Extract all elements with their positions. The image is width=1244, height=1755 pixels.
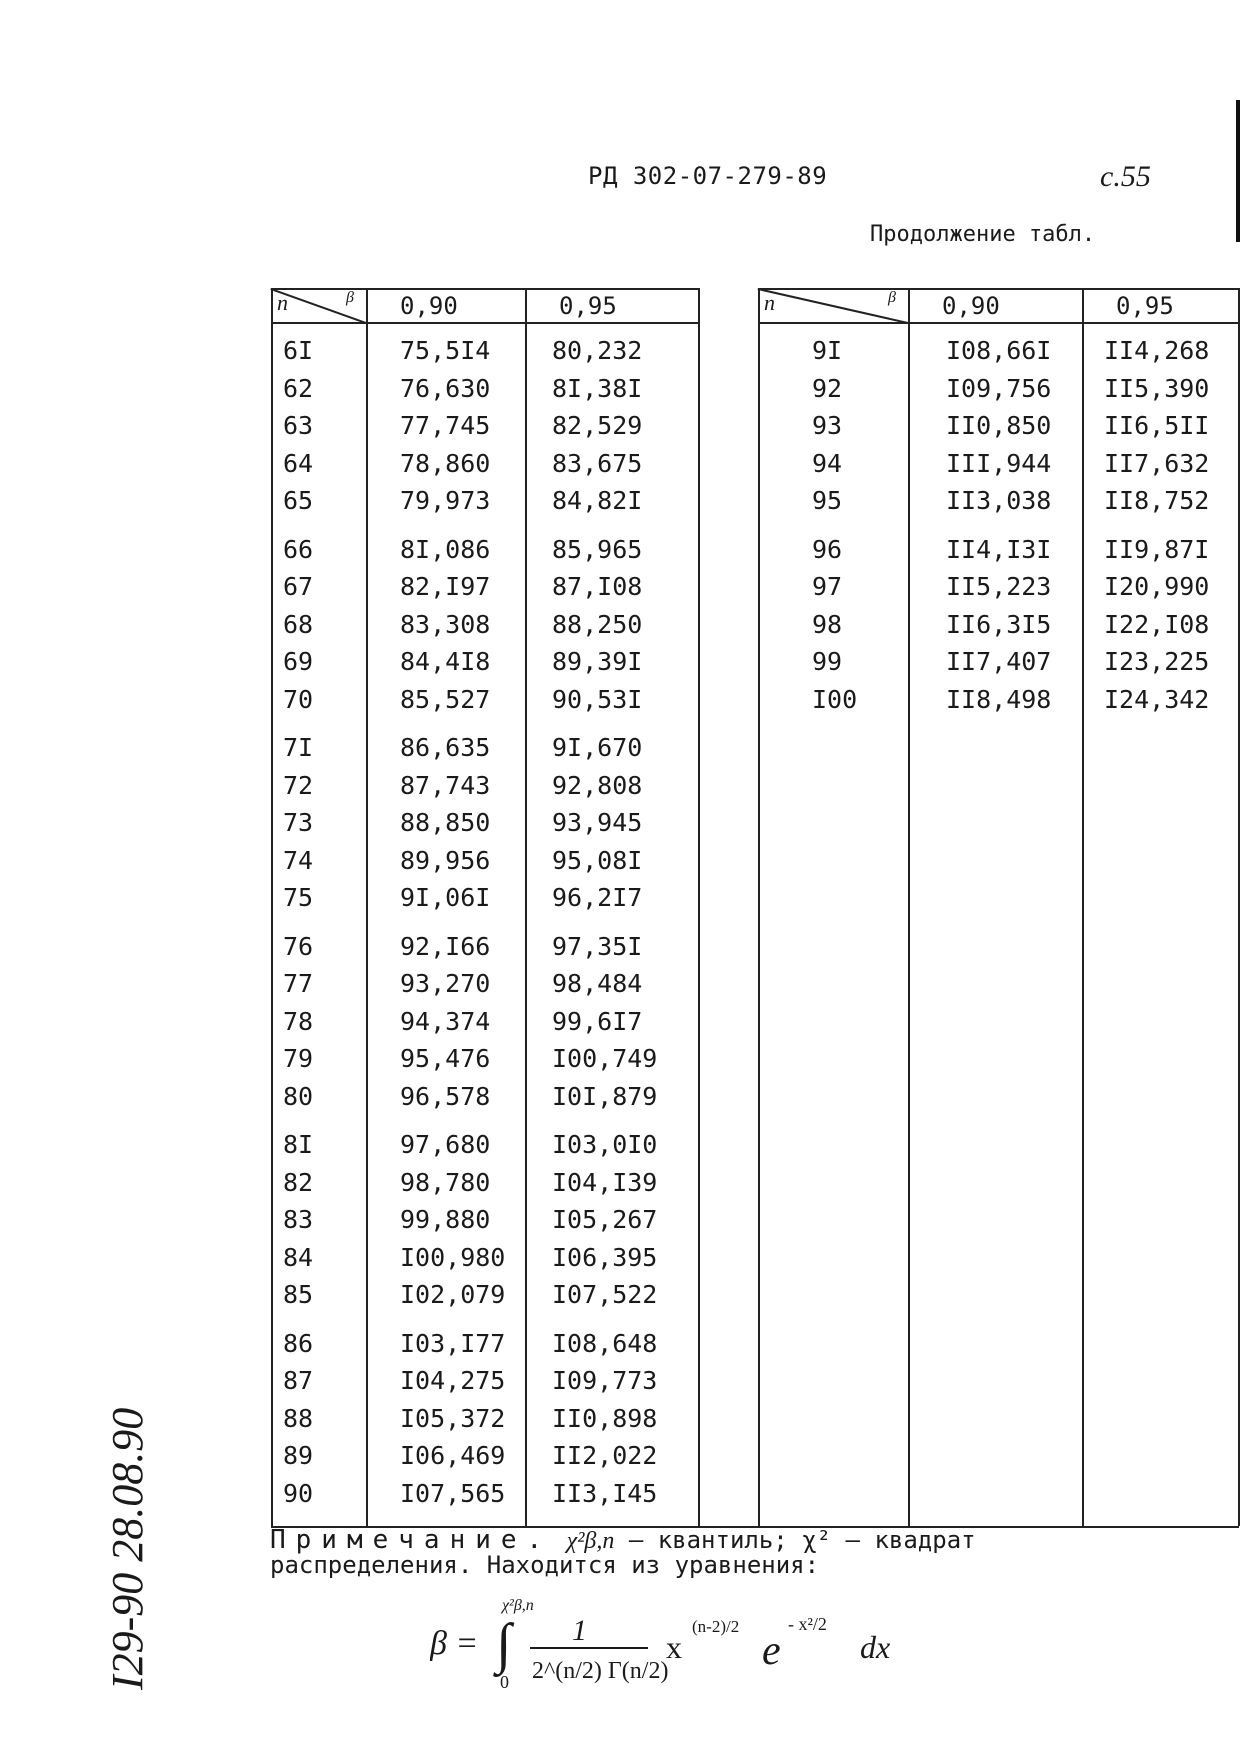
right-table-row-val-090: I09,756 [946, 373, 1052, 403]
left-table-row-val-095: I0I,879 [552, 1081, 658, 1111]
left-table-row-val-090: I06,469 [400, 1441, 506, 1470]
page-number: с.55 [1100, 160, 1151, 193]
right-table-row-val-090: II4,I3I [946, 534, 1052, 564]
right-table-row-val-095: II9,87I [1104, 534, 1210, 564]
left-table-row-val-095: 98,484 [552, 969, 643, 998]
left-table-row-val-090: 76,630 [400, 373, 491, 403]
right-table-left-rule [758, 288, 760, 1526]
left-table-row-n: 84 [283, 1242, 314, 1272]
left-table-row-val-095: I07,522 [552, 1280, 658, 1309]
left-table-row-n: 73 [283, 808, 314, 837]
left-table-row-val-095: 8I,38I [552, 373, 643, 403]
left-table-row-val-095: I04,I39 [552, 1167, 658, 1197]
left-table-row-val-090: 79,973 [400, 486, 491, 515]
exp-exponent: - x²/2 [788, 1614, 827, 1634]
left-table-row-val-090: 78,860 [400, 448, 491, 478]
left-table-row-val-090: I03,I77 [400, 1328, 506, 1358]
left-table-head-rule [271, 322, 698, 324]
left-table-row-n: 88 [283, 1403, 314, 1433]
note-symbol: χ²β,n [566, 1528, 615, 1554]
right-table-row-n: 98 [812, 609, 843, 639]
left-table-top-rule [271, 288, 698, 290]
left-table-row-val-090: 85,527 [400, 684, 491, 714]
margin-annotation-text: I29-90 28.08.90 [103, 1407, 152, 1690]
left-table-row-val-095: I05,267 [552, 1205, 658, 1234]
note-line2: распределения. Находится из уравнения: [270, 1551, 820, 1579]
right-table-col1-rule [908, 288, 910, 1526]
left-table-row-n: 70 [283, 684, 314, 714]
right-table-row-n: 95 [812, 486, 843, 515]
right-table-corner-n: n [764, 290, 775, 315]
left-table-row-n: 76 [283, 931, 314, 961]
left-table-row-val-095: 93,945 [552, 808, 643, 837]
left-table-row-val-090: 92,I66 [400, 931, 491, 961]
left-table-row-n: 90 [283, 1478, 314, 1508]
left-table-row-val-090: 77,745 [400, 411, 491, 440]
left-table-row-n: 65 [283, 486, 314, 515]
left-table-row-val-095: 97,35I [552, 931, 643, 961]
left-table-header-0-90: 0,90 [400, 292, 458, 320]
right-table-row-n: 96 [812, 534, 843, 564]
left-table-row-val-090: I00,980 [400, 1242, 506, 1272]
right-table-row-n: 93 [812, 411, 843, 440]
edge-bar [1236, 100, 1240, 242]
upper-limit: χ²β,n [502, 1597, 534, 1614]
right-table-row-n: 99 [812, 647, 843, 676]
left-table-row-val-095: 99,6I7 [552, 1006, 643, 1036]
left-table-row-val-090: 86,635 [400, 733, 491, 762]
left-table-row-val-095: 92,808 [552, 770, 643, 800]
right-table-row-val-090: III,944 [946, 448, 1052, 478]
right-table-row-n: 9I [812, 336, 843, 365]
formula-lhs: β = [430, 1625, 479, 1662]
right-table-row-n: 92 [812, 373, 843, 403]
fraction-denominator: 2^(n/2) Γ(n/2) [532, 1658, 669, 1684]
continuation-label: Продолжение табл. [870, 222, 1096, 247]
right-table-row-val-095: I23,225 [1104, 647, 1210, 676]
left-table-row-val-090: 88,850 [400, 808, 491, 837]
left-table-row-val-095: 9I,670 [552, 733, 643, 762]
left-table-row-val-090: 95,476 [400, 1044, 491, 1073]
left-table-row-val-095: II0,898 [552, 1403, 658, 1433]
left-table-row-val-090: 97,680 [400, 1130, 491, 1159]
left-table-row-val-095: II2,022 [552, 1441, 658, 1470]
left-table-row-val-090: I07,565 [400, 1478, 506, 1508]
left-table-row-n: 83 [283, 1205, 314, 1234]
right-table-row-n: 97 [812, 572, 843, 601]
document-code: РД 302-07-279-89 [588, 162, 828, 190]
left-table-row-val-090: I04,275 [400, 1366, 506, 1395]
right-table-row-val-090: II5,223 [946, 572, 1052, 601]
left-table-row-val-095: I09,773 [552, 1366, 658, 1395]
left-table-row-val-095: I06,395 [552, 1242, 658, 1272]
note-line1: – квантиль; χ² – квадрат [628, 1526, 976, 1554]
left-table-row-val-095: 89,39I [552, 647, 643, 676]
right-table-row-val-095: II4,268 [1104, 336, 1210, 365]
right-table-row-val-090: II8,498 [946, 684, 1052, 714]
right-table-row-val-090: II0,850 [946, 411, 1052, 440]
left-table-row-n: 72 [283, 770, 314, 800]
chi-square-formula [430, 1590, 990, 1690]
right-table-row-n: I00 [812, 684, 858, 714]
left-table-row-val-090: 96,578 [400, 1081, 491, 1111]
left-table-row-val-090: 8I,086 [400, 534, 491, 564]
left-table-row-val-095: I08,648 [552, 1328, 658, 1358]
exp-base: e [762, 1628, 781, 1674]
left-table-row-n: 75 [283, 883, 314, 912]
left-table-row-val-095: 84,82I [552, 486, 643, 515]
left-table-row-val-090: 93,270 [400, 969, 491, 998]
left-table-row-val-095: I00,749 [552, 1044, 658, 1073]
left-table-row-val-090: 75,5I4 [400, 336, 491, 365]
left-table-row-n: 77 [283, 969, 314, 998]
left-table-row-n: 67 [283, 572, 314, 601]
left-table-row-val-095: 85,965 [552, 534, 643, 564]
left-table-row-val-090: 83,308 [400, 609, 491, 639]
right-table-row-val-095: I20,990 [1104, 572, 1210, 601]
left-table-row-n: 7I [283, 733, 314, 762]
right-table-corner-beta: β [888, 289, 896, 306]
left-table-row-n: 89 [283, 1441, 314, 1470]
left-table-row-val-090: 84,4I8 [400, 647, 491, 676]
integral-sign: ∫ [496, 1613, 512, 1675]
left-table-row-val-095: 96,2I7 [552, 883, 643, 912]
right-table-col2-rule [1082, 288, 1084, 1526]
left-table-corner-n: n [277, 290, 288, 315]
right-table-row-val-095: II5,390 [1104, 373, 1210, 403]
left-table-row-val-090: 89,956 [400, 845, 491, 875]
left-table-row-n: 63 [283, 411, 314, 440]
left-table-row-n: 80 [283, 1081, 314, 1111]
left-table-row-n: 64 [283, 448, 314, 478]
right-table-header-0-90: 0,90 [942, 292, 1000, 320]
left-table-row-n: 86 [283, 1328, 314, 1358]
left-table-row-val-095: 80,232 [552, 336, 643, 365]
fraction-numerator: 1 [572, 1614, 587, 1647]
right-table-row-val-095: II6,5II [1104, 411, 1210, 440]
right-table-row-val-095: I24,342 [1104, 684, 1210, 714]
left-table-row-n: 79 [283, 1044, 314, 1073]
left-table-left-rule [271, 288, 273, 1526]
margin-annotation [70, 1235, 180, 1695]
left-table-row-val-090: 98,780 [400, 1167, 491, 1197]
left-table-col1-rule [366, 288, 368, 1526]
left-table-row-n: 74 [283, 845, 314, 875]
x-term: x [666, 1629, 682, 1665]
left-table-row-val-090: 82,I97 [400, 572, 491, 601]
left-table-row-val-095: 95,08I [552, 845, 643, 875]
left-table-row-n: 69 [283, 647, 314, 676]
left-table-row-val-090: 99,880 [400, 1205, 491, 1234]
table-note [270, 1525, 1170, 1579]
left-table-right-rule [698, 288, 700, 1526]
left-table-col2-rule [525, 288, 527, 1526]
left-table-row-val-095: 88,250 [552, 609, 643, 639]
right-table-row-val-090: II3,038 [946, 486, 1052, 515]
left-table-row-n: 62 [283, 373, 314, 403]
left-table-row-n: 8I [283, 1130, 314, 1159]
left-table-row-n: 87 [283, 1366, 314, 1395]
right-table-corner-diagonal [758, 288, 908, 323]
right-table-top-rule [758, 288, 1238, 290]
left-table-row-val-090: I02,079 [400, 1280, 506, 1309]
right-table-row-val-090: I08,66I [946, 336, 1052, 365]
left-table-row-val-095: II3,I45 [552, 1478, 658, 1508]
right-table-right-rule [1238, 288, 1240, 1526]
dx-term: dx [860, 1629, 891, 1665]
left-table-row-val-090: 94,374 [400, 1006, 491, 1036]
note-title: Примечание. [270, 1525, 553, 1555]
right-table-row-val-095: I22,I08 [1104, 609, 1210, 639]
left-table-row-val-090: I05,372 [400, 1403, 506, 1433]
right-table-head-rule [758, 322, 1238, 324]
left-table-row-val-090: 87,743 [400, 770, 491, 800]
right-table-row-val-095: II7,632 [1104, 448, 1210, 478]
left-table-header-0-95: 0,95 [559, 292, 617, 320]
left-table-row-n: 82 [283, 1167, 314, 1197]
left-table-row-n: 66 [283, 534, 314, 564]
left-table-row-val-095: 87,I08 [552, 572, 643, 601]
lower-limit: 0 [500, 1672, 509, 1690]
left-table-row-val-095: I03,0I0 [552, 1130, 658, 1159]
left-table-corner-beta: β [346, 289, 354, 306]
right-table-row-n: 94 [812, 448, 843, 478]
left-table-row-n: 78 [283, 1006, 314, 1036]
left-table-row-val-095: 83,675 [552, 448, 643, 478]
right-table-row-val-090: II7,407 [946, 647, 1052, 676]
left-table-row-val-095: 90,53I [552, 684, 643, 714]
right-table-row-val-090: II6,3I5 [946, 609, 1052, 639]
right-table-header-0-95: 0,95 [1116, 292, 1174, 320]
left-table-row-n: 68 [283, 609, 314, 639]
left-table-row-val-090: 9I,06I [400, 883, 491, 912]
right-table-row-val-095: II8,752 [1104, 486, 1210, 515]
x-exponent: (n-2)/2 [692, 1617, 740, 1636]
left-table-row-n: 6I [283, 336, 314, 365]
left-table-row-val-095: 82,529 [552, 411, 643, 440]
left-table-row-n: 85 [283, 1280, 314, 1309]
